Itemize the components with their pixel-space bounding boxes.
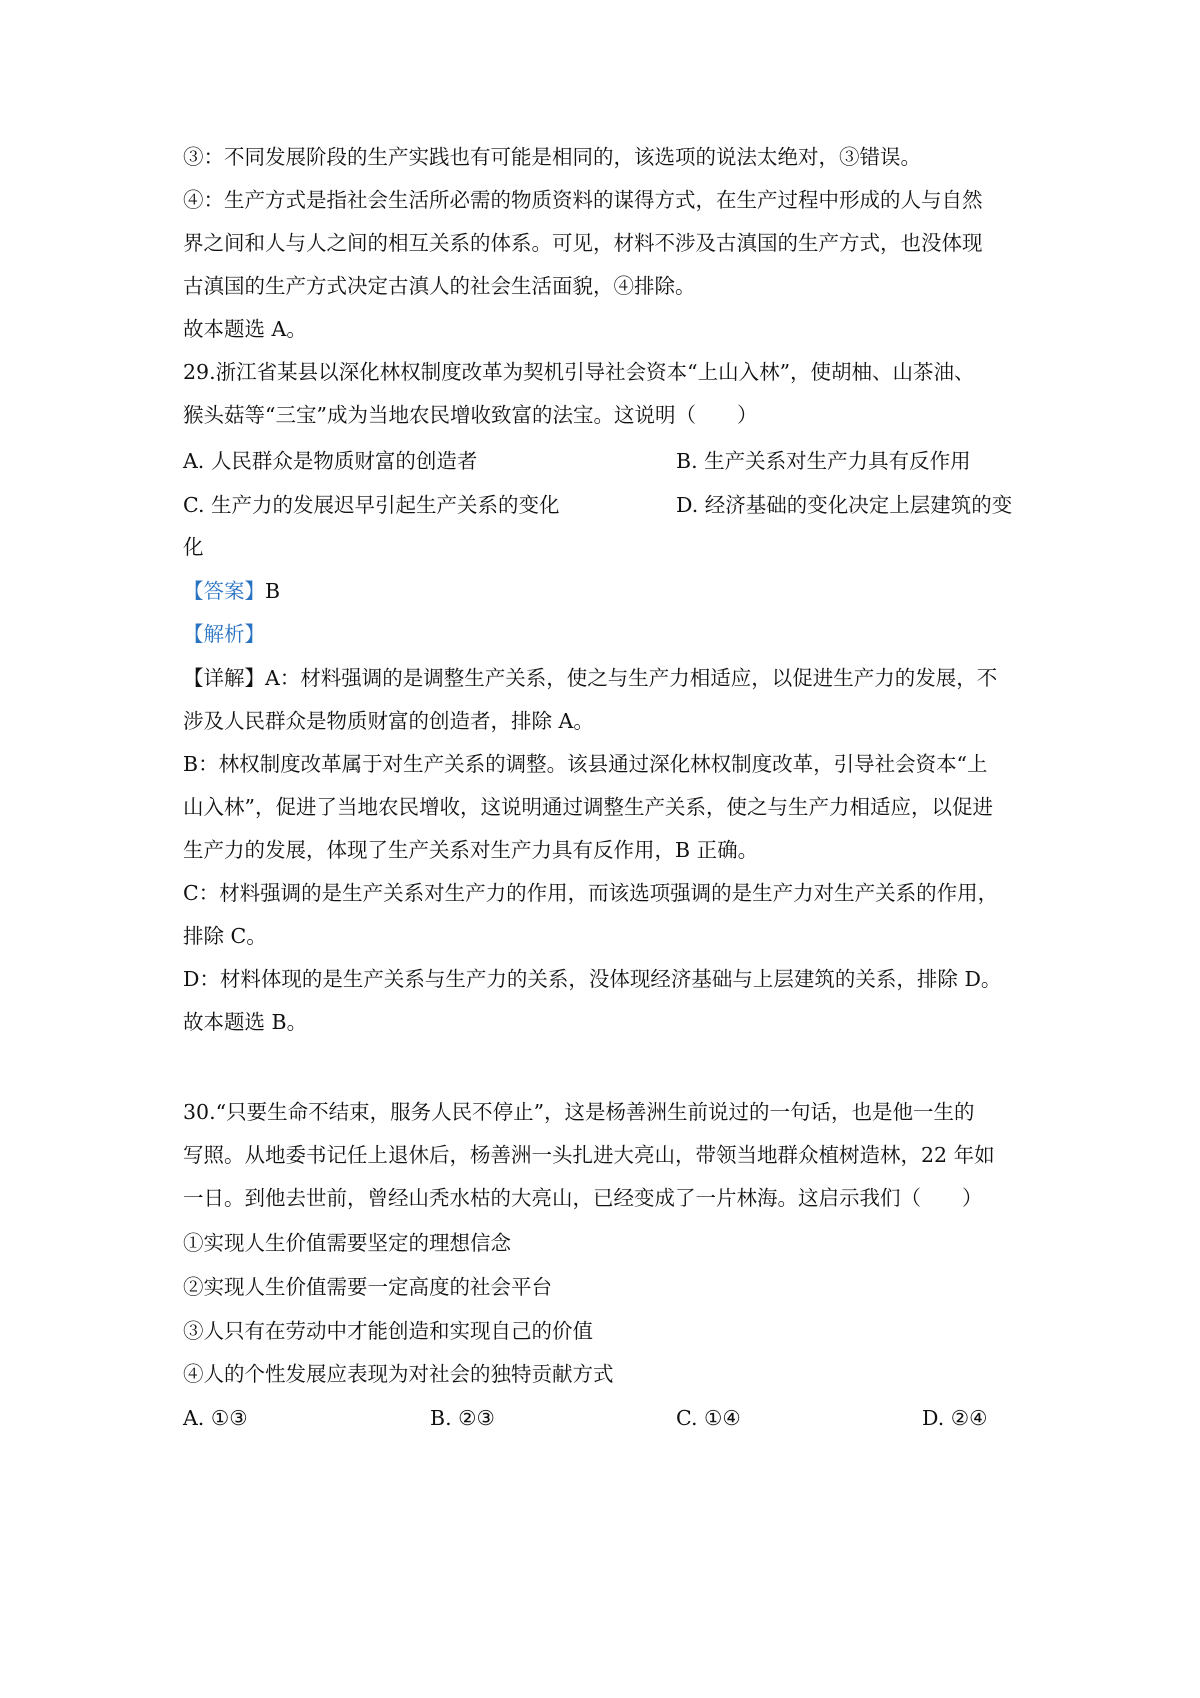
q30-item-2: ②实现人生价值需要一定高度的社会平台	[183, 1275, 552, 1299]
q30-stem-line1: 30.“只要生命不结束，服务人民不停止”，这是杨善洲生前说过的一句话，也是他一生的	[183, 1100, 975, 1124]
analysis-tag: 【解析】	[183, 622, 265, 646]
q30-stem-line3: 一日。到他去世前，曾经山秃水枯的大亮山，已经变成了一片林海。这启示我们（ ）	[183, 1186, 983, 1210]
q29-stem-line2: 猴头菇等“三宝”成为当地农民增收致富的法宝。这说明（ ）	[183, 403, 758, 427]
q29-detail-b-line1: B：林权制度改革属于对生产关系的调整。该县通过深化林权制度改革，引导社会资本“上	[183, 752, 988, 776]
q30-option-c: C. ①④	[676, 1406, 741, 1430]
q29-option-d-wrap: 化	[183, 535, 204, 559]
q30-item-4: ④人的个性发展应表现为对社会的独特贡献方式	[183, 1362, 614, 1386]
q30-item-3: ③人只有在劳动中才能创造和实现自己的价值	[183, 1319, 593, 1343]
q29-detail-c-line1: C：材料强调的是生产关系对生产力的作用，而该选项强调的是生产力对生产关系的作用，	[183, 881, 999, 905]
q29-stem-line1: 29.浙江省某县以深化林权制度改革为契机引导社会资本“上山入林”，使胡柚、山茶油、	[183, 360, 975, 384]
q28-item4-explanation-line2: 界之间和人与人之间的相互关系的体系。可见，材料不涉及古滇国的生产方式，也没体现	[183, 231, 983, 255]
q30-option-b: B. ②③	[430, 1406, 495, 1430]
q30-option-a: A. ①③	[183, 1406, 248, 1430]
q29-detail-d-line1: D：材料体现的是生产关系与生产力的关系，没体现经济基础与上层建筑的关系，排除 D。	[183, 967, 1002, 991]
q30-stem-line2: 写照。从地委书记任上退休后，杨善洲一头扎进大亮山，带领当地群众植树造林，22 年如	[183, 1143, 995, 1167]
q29-option-c: C. 生产力的发展迟早引起生产关系的变化	[183, 493, 560, 517]
q28-conclusion: 故本题选 A。	[183, 317, 307, 341]
q29-option-d: D. 经济基础的变化决定上层建筑的变	[676, 493, 1013, 517]
q29-detail-b-line2: 山入林”，促进了当地农民增收，这说明通过调整生产关系，使之与生产力相适应，以促进	[183, 795, 993, 819]
q29-answer	[183, 576, 1033, 606]
q30-option-d: D. ②④	[922, 1406, 988, 1430]
q29-detail-a-line1	[183, 663, 1033, 693]
q29-conclusion: 故本题选 B。	[183, 1010, 308, 1034]
detail-tag: 【详解】	[183, 666, 265, 690]
q29-option-a: A. 人民群众是物质财富的创造者	[183, 449, 478, 473]
q30-item-1: ①实现人生价值需要坚定的理想信念	[183, 1231, 511, 1255]
q29-option-b: B. 生产关系对生产力具有反作用	[676, 449, 971, 473]
answer-tag: 【答案】	[183, 579, 265, 603]
q28-item4-explanation-line1: ④：生产方式是指社会生活所必需的物质资料的谋得方式，在生产过程中形成的人与自然	[183, 188, 983, 212]
answer-value: B	[265, 579, 281, 603]
detail-a-text: A：材料强调的是调整生产关系，使之与生产力相适应，以促进生产力的发展，不	[265, 666, 998, 690]
q29-detail-c-line2: 排除 C。	[183, 924, 267, 948]
q29-detail-b-line3: 生产力的发展，体现了生产关系对生产力具有反作用，B 正确。	[183, 838, 759, 862]
q29-detail-a-line2: 涉及人民群众是物质财富的创造者，排除 A。	[183, 709, 594, 733]
q28-item3-explanation: ③：不同发展阶段的生产实践也有可能是相同的，该选项的说法太绝对，③错误。	[183, 145, 921, 169]
q28-item4-explanation-line3: 古滇国的生产方式决定古滇人的社会生活面貌，④排除。	[183, 274, 696, 298]
